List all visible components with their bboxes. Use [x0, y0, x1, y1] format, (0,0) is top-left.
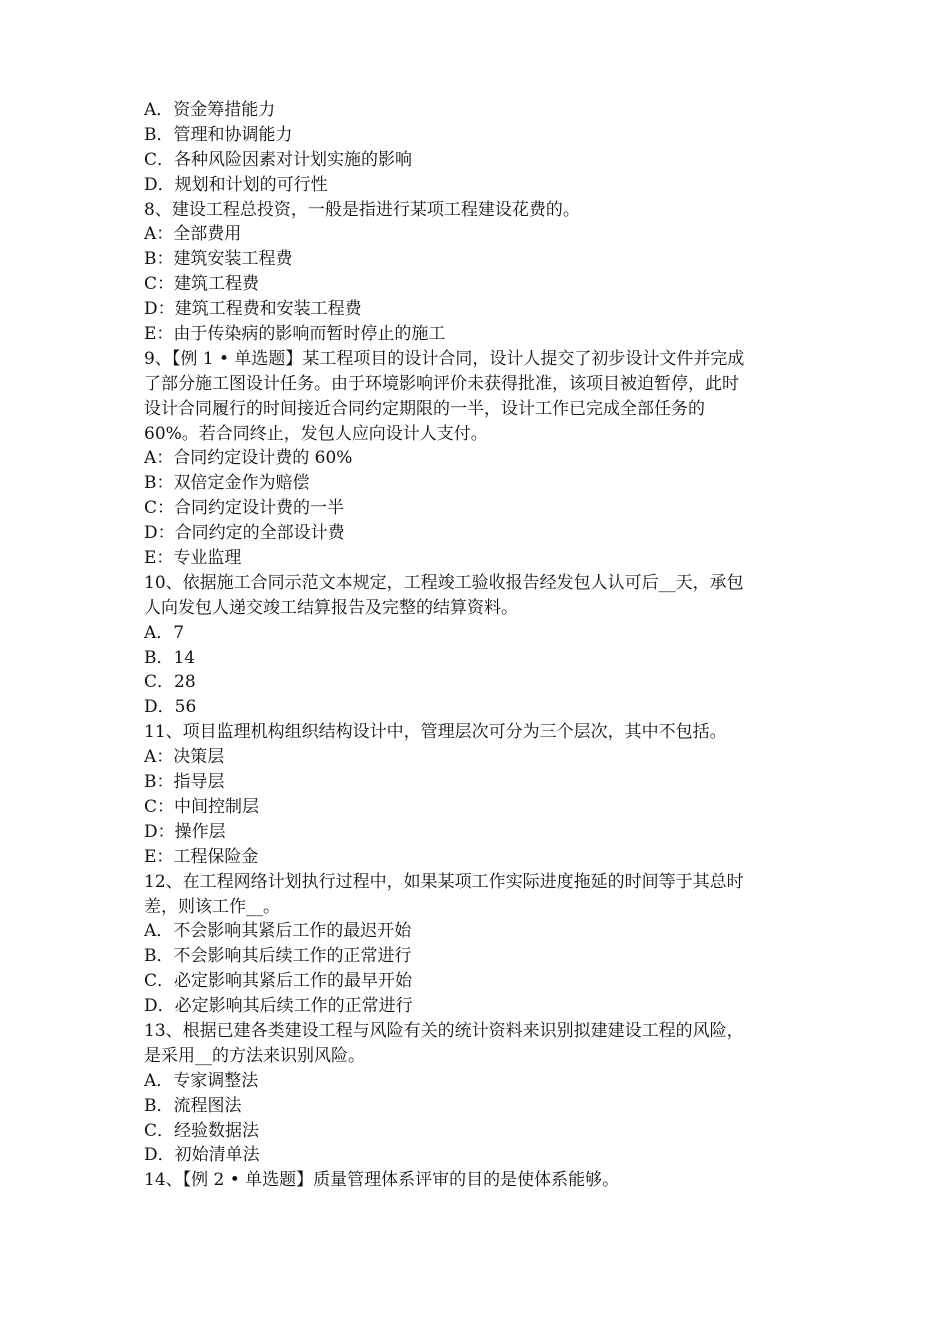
option-line: B．管理和协调能力: [144, 124, 293, 145]
option-line: B．14: [144, 647, 196, 668]
option-line: B．不会影响其后续工作的正常进行: [144, 946, 412, 967]
option-line: B．流程图法: [144, 1095, 242, 1116]
option-line: A：全部费用: [144, 224, 242, 245]
option-line: A：合同约定设计费的 60%: [144, 448, 353, 469]
question-line: 9、【例 1 • 单选题】某工程项目的设计合同，设计人提交了初步设计文件并完成: [144, 348, 745, 369]
question-line: 人向发包人递交竣工结算报告及完整的结算资料。: [144, 597, 518, 618]
question-line: 是采用__的方法来识别风险。: [144, 1045, 365, 1066]
option-line: C：中间控制层: [144, 796, 260, 817]
option-line: A．不会影响其紧后工作的最迟开始: [144, 921, 412, 942]
option-line: D．规划和计划的可行性: [144, 174, 328, 195]
question-line: 60%。若合同终止，发包人应向设计人支付。: [144, 423, 488, 444]
question-line: 12、在工程网络计划执行过程中，如果某项工作实际进度拖延的时间等于其总时: [144, 871, 744, 892]
option-line: D：操作层: [144, 821, 226, 842]
option-line: E：专业监理: [144, 548, 242, 569]
question-line: 设计合同履行的时间接近合同约定期限的一半，设计工作已完成全部任务的: [144, 398, 705, 419]
question-line: 差，则该工作__。: [144, 896, 280, 917]
option-line: C．经验数据法: [144, 1120, 260, 1141]
question-line: 10、依据施工合同示范文本规定，工程竣工验收报告经发包人认可后__天，承包: [144, 572, 744, 593]
question-line: 14、【例 2 • 单选题】质量管理体系评审的目的是使体系能够。: [144, 1170, 620, 1191]
option-line: D．初始清单法: [144, 1145, 260, 1166]
option-line: C．28: [144, 672, 196, 693]
option-line: A：决策层: [144, 747, 225, 768]
option-line: C：合同约定设计费的一半: [144, 498, 345, 519]
question-line: 11、项目监理机构组织结构设计中，管理层次可分为三个层次，其中不包括。: [144, 722, 727, 743]
option-line: C．各种风险因素对计划实施的影响: [144, 149, 413, 170]
option-line: A．专家调整法: [144, 1070, 259, 1091]
option-line: B：指导层: [144, 772, 225, 793]
option-line: D．56: [144, 697, 197, 718]
document-body: [144, 98, 816, 1193]
question-line: 了部分施工图设计任务。由于环境影响评价未获得批准，该项目被迫暂停，此时: [144, 373, 739, 394]
option-line: A．7: [144, 622, 185, 643]
question-line: 13、根据已建各类建设工程与风险有关的统计资料来识别拟建建设工程的风险，: [144, 1020, 744, 1041]
option-line: D．必定影响其后续工作的正常进行: [144, 996, 413, 1017]
option-line: B：双倍定金作为赔偿: [144, 473, 310, 494]
option-line: B：建筑安装工程费: [144, 249, 293, 270]
question-line: 8、建设工程总投资，一般是指进行某项工程建设花费的。: [144, 199, 580, 220]
option-line: D：合同约定的全部设计费: [144, 523, 345, 544]
option-line: D：建筑工程费和安装工程费: [144, 299, 362, 320]
option-line: A．资金筹措能力: [144, 100, 276, 120]
option-line: C．必定影响其紧后工作的最早开始: [144, 971, 413, 992]
option-line: E：工程保险金: [144, 846, 259, 867]
option-line: E：由于传染病的影响而暂时停止的施工: [144, 324, 446, 345]
option-line: C：建筑工程费: [144, 274, 260, 295]
